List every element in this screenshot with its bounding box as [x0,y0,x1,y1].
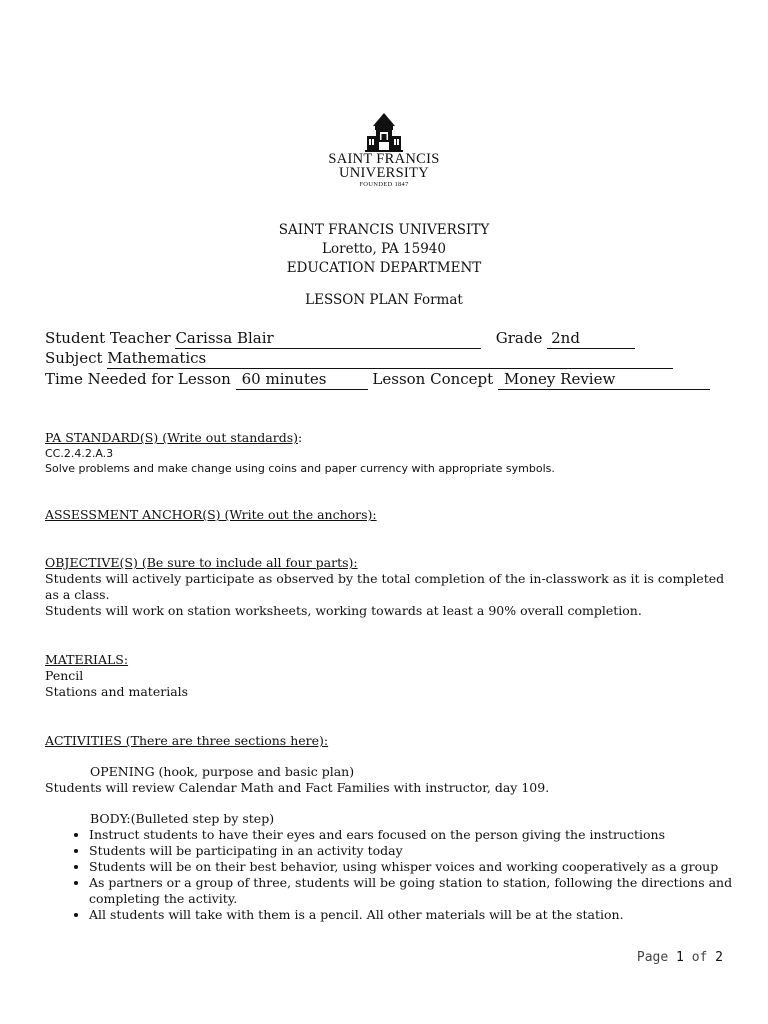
material-item: Pencil [45,668,84,683]
list-item: • Students will be on their best behavior, using whisper voices and working cooperatively as a group [89,859,735,875]
objectives-heading: OBJECTIVE(S) (Be sure to include all four parts): [45,555,358,570]
department-name: EDUCATION DEPARTMENT [286,260,482,276]
concept-value: Money Review [498,369,710,390]
university-name: SAINT FRANCIS UNIVERSITY [278,222,490,238]
subject-row [45,348,673,369]
opening-label: OPENING (hook, purpose and basic plan) [90,764,355,779]
logo-founded: FOUNDED 1847 [359,181,409,188]
logo-line1: SAINT FRANCIS [328,151,440,167]
material-item: Stations and materials [45,684,189,699]
subject-value: Mathematics [107,348,673,369]
time-concept-row [45,369,710,390]
objectives-section [45,555,735,619]
list-item: • All students will take with them is a pencil. All other materials will be at the station. [89,907,735,923]
activities-section [45,733,735,923]
list-item: • As partners or a group of three, students will be going station to station, following the directions and completing the activity. [89,875,735,907]
activities-heading: ACTIVITIES (There are three sections here): [45,733,329,748]
list-item: • Students will be participating in an activity today [89,843,735,859]
student-teacher-label: Student Teacher [45,329,171,347]
grade-label: Grade [495,329,543,347]
student-teacher-row [45,328,635,349]
time-value: 60 minutes [236,369,368,390]
materials-heading: MATERIALS: [45,652,129,667]
page-current: 1 [676,950,684,965]
standards-section: PA STANDARD(S) (Write out standards): CC.2.4.2.A.3 Solve problems and make change using coins and paper currency with appropriate symbols. [45,430,735,476]
list-item: • Instruct students to have their eyes and ears focused on the person giving the instructions [89,827,735,843]
standards-heading: PA STANDARD(S) (Write out standards) [45,430,298,445]
university-logo [318,112,450,204]
of-label: of [691,950,708,965]
concept-label: Lesson Concept [372,370,494,388]
materials-section [45,652,735,700]
building-tower-icon [364,112,404,152]
opening-text: Students will review Calendar Math and Fact Families with instructor, day 109. [45,780,550,795]
form-title: LESSON PLAN Format [305,292,463,308]
body-steps-list [45,827,735,923]
objective-line-1: Students will actively participate as observed by the total completion of the in-classwork as it is completed as a class. [45,571,725,602]
anchors-section [45,507,735,523]
page-total: 2 [715,950,723,965]
logo-line2: UNIVERSITY [339,165,429,181]
standards-text: Solve problems and make change using coins and paper currency with appropriate symbols. [45,462,555,475]
time-label: Time Needed for Lesson [45,370,231,388]
page-label: Page [636,950,669,965]
body-label: BODY:(Bulleted step by step) [90,811,275,826]
anchors-heading: ASSESSMENT ANCHOR(S) (Write out the anchors): [45,507,377,522]
standards-code: CC.2.4.2.A.3 [45,447,114,460]
grade-value: 2nd [547,328,635,349]
page-footer [637,950,723,965]
subject-label: Subject [45,349,103,367]
objective-line-2: Students will work on station worksheets, working towards at least a 90% overall completion. [45,603,642,618]
student-teacher-value: Carissa Blair [175,328,481,349]
university-location: Loretto, PA 15940 [322,241,446,257]
